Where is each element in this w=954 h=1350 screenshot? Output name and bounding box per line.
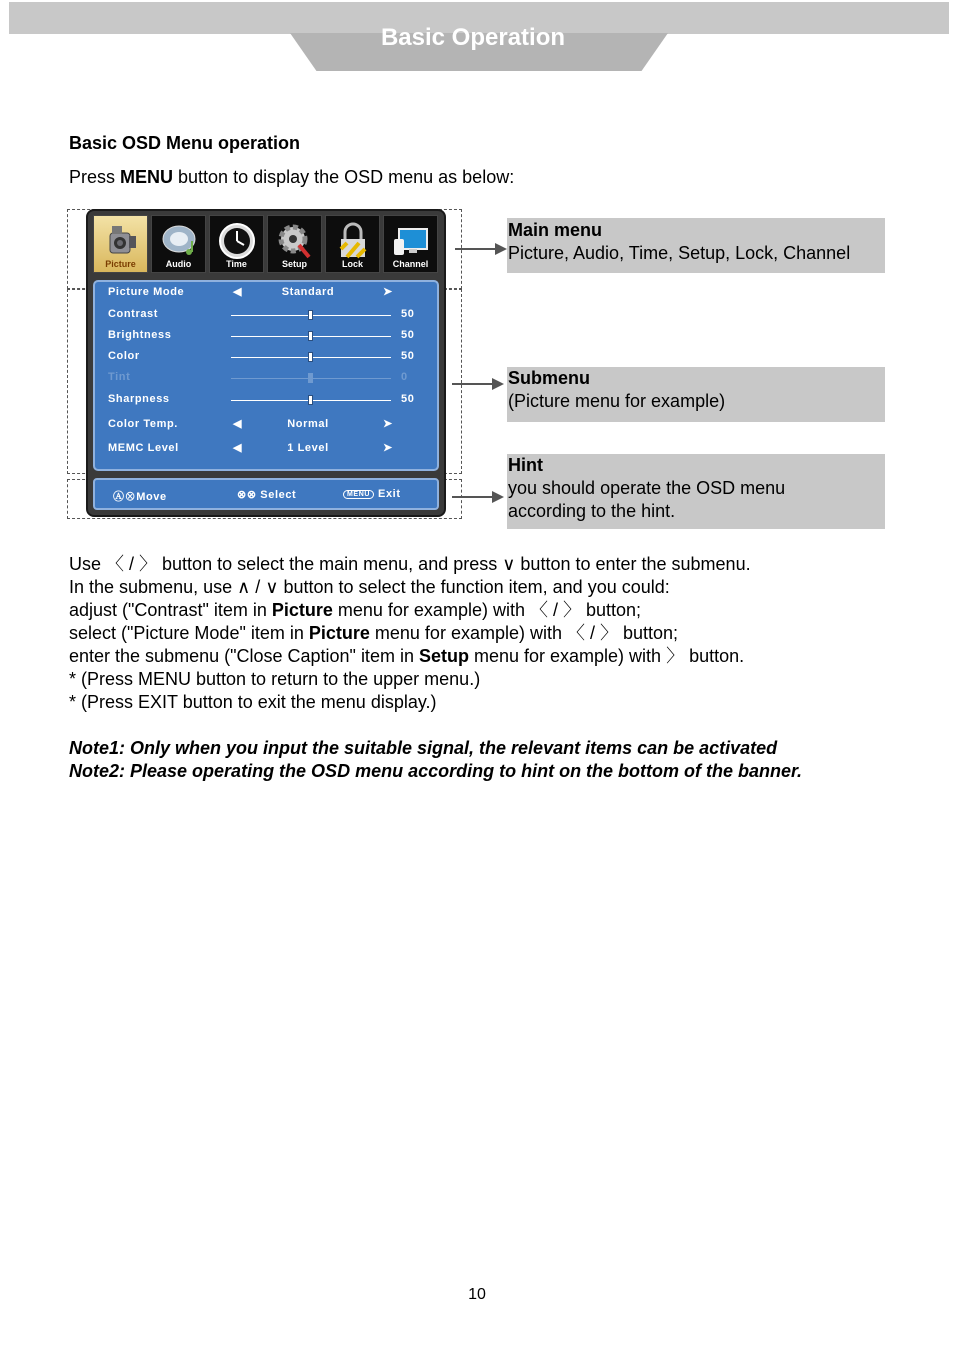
callout-main-menu: Main menu Picture, Audio, Time, Setup, Lock, Channel — [507, 218, 885, 273]
arrow-left-icon[interactable]: ◀ — [233, 286, 243, 298]
slider-row-brightness[interactable] — [95, 327, 437, 345]
slider-value: 50 — [401, 393, 415, 405]
left-right-icon: ⊗⊗ — [237, 489, 261, 501]
slider-label: Color — [108, 350, 140, 362]
note-2: Note2: Please operating the OSD menu according to hint on the bottom of the banner. — [69, 761, 803, 781]
hint-select: ⊗⊗ Select — [237, 489, 297, 501]
tab-audio[interactable]: Audio — [151, 215, 206, 273]
slider-row-contrast[interactable] — [95, 306, 437, 324]
callout-hint: Hint you should operate the OSD menu according to the hint. — [507, 454, 885, 529]
instructions — [69, 553, 751, 714]
tab-channel[interactable]: Channel — [383, 215, 438, 273]
color-temp-row[interactable]: Color Temp. ◀ Normal ➤ — [108, 418, 393, 430]
camcorder-icon — [101, 221, 141, 261]
osd-main-menu — [93, 215, 438, 273]
instruction-line: * (Press MENU button to return to the upper menu.) — [69, 669, 481, 689]
clock-icon — [217, 221, 257, 261]
up-down-icon: Ⓐ⊗ — [113, 491, 137, 503]
slider-label: Contrast — [108, 308, 159, 320]
note-1: Note1: Only when you input the suitable signal, the relevant items can be activated — [69, 738, 778, 758]
speaker-icon — [159, 221, 199, 261]
arrow-right-icon[interactable]: ➤ — [383, 418, 393, 430]
slider-thumb[interactable] — [308, 310, 313, 320]
slider-value: 50 — [401, 350, 415, 362]
callout-submenu: Submenu (Picture menu for example) — [507, 367, 885, 422]
slider-thumb[interactable] — [308, 395, 313, 405]
instruction-line: select ("Picture Mode" item in Picture menu for example) with 〈 / 〉 button; — [69, 623, 679, 643]
slider-row-sharpness[interactable] — [95, 391, 437, 409]
gear-icon — [275, 221, 315, 261]
page-number: 10 — [468, 1286, 486, 1303]
monitor-icon — [391, 221, 431, 261]
osd-submenu — [93, 280, 439, 471]
submenu-arrow — [452, 383, 502, 385]
tab-setup[interactable]: Setup — [267, 215, 322, 273]
instruction-line: * (Press EXIT button to exit the menu display.) — [69, 692, 437, 712]
instruction-line: Use 〈 / 〉 button to select the main menu, and press ∨ button to enter the submenu. — [69, 554, 751, 574]
slider-value: 50 — [401, 329, 415, 341]
slider-label: Brightness — [108, 329, 172, 341]
slider-thumb — [308, 373, 313, 383]
arrow-right-icon[interactable]: ➤ — [383, 442, 393, 454]
slider-thumb[interactable] — [308, 331, 313, 341]
notes — [69, 737, 802, 783]
slider-label: Tint — [108, 371, 131, 383]
picture-mode-row[interactable]: Picture Mode ◀ Standard ➤ — [108, 286, 393, 298]
slider-value: 0 — [401, 371, 408, 383]
page-title: Basic Operation — [380, 24, 566, 51]
osd-hint-bar — [93, 478, 439, 510]
arrow-right-icon[interactable]: ➤ — [383, 286, 393, 298]
padlock-icon — [333, 221, 373, 261]
instruction-line: In the submenu, use ∧ / ∨ button to select the function item, and you could: — [69, 577, 670, 597]
menu-key-icon: MENU — [343, 490, 374, 499]
intro-text: Press MENU button to display the OSD menu as below: — [69, 167, 515, 187]
section-title: Basic OSD Menu operation — [69, 133, 301, 153]
tab-time[interactable]: Time — [209, 215, 264, 273]
slider-row-color[interactable] — [95, 348, 437, 366]
slider-thumb[interactable] — [308, 352, 313, 362]
main-menu-arrow — [455, 248, 505, 250]
arrow-left-icon[interactable]: ◀ — [233, 418, 243, 430]
tab-lock[interactable]: Lock — [325, 215, 380, 273]
slider-value: 50 — [401, 308, 415, 320]
hint-move: Ⓐ⊗Move — [113, 491, 167, 503]
memc-level-row[interactable]: MEMC Level ◀ 1 Level ➤ — [108, 442, 393, 454]
instruction-line: enter the submenu ("Close Caption" item in Setup menu for example) with 〉 button. — [69, 646, 745, 666]
arrow-left-icon[interactable]: ◀ — [233, 442, 243, 454]
tab-picture[interactable]: Picture — [93, 215, 148, 273]
hint-exit: MENU Exit — [343, 488, 401, 500]
slider-row-tint — [95, 369, 437, 387]
slider-label: Sharpness — [108, 393, 170, 405]
instruction-line: adjust ("Contrast" item in Picture menu for example) with 〈 / 〉 button; — [69, 600, 642, 620]
hint-arrow — [452, 496, 502, 498]
